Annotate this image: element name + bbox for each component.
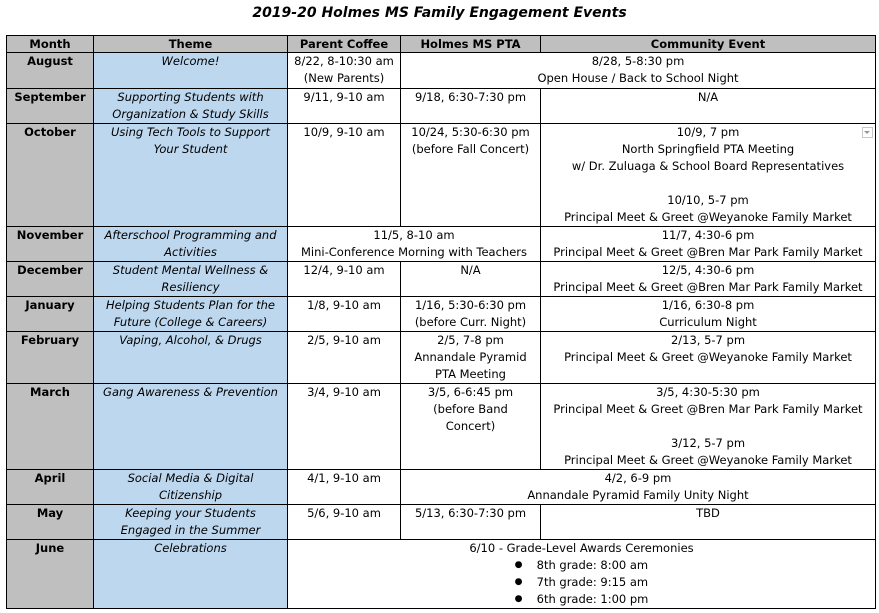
- all-events-merged-cell: [288, 540, 876, 609]
- holmes-pta-cell: [401, 384, 541, 470]
- cell-line: (New Parents): [303, 71, 385, 85]
- blank-line: [544, 418, 872, 435]
- cell-line: Principal Meet & Greet @Bren Mar Park Family Market: [553, 402, 863, 416]
- month-cell: December: [7, 262, 94, 297]
- theme-line: Afterschool Programming and: [104, 228, 277, 242]
- theme-line: Gang Awareness & Prevention: [103, 385, 278, 399]
- cell-line: Annandale Pyramid Family Unity Night: [527, 488, 749, 502]
- theme-cell: [94, 53, 288, 89]
- cell-line: 3/4, 9-10 am: [307, 385, 381, 399]
- community-event-cell: [541, 297, 876, 332]
- theme-cell: [94, 384, 288, 470]
- parent-coffee-cell: [288, 53, 401, 89]
- cell-line: 2/5, 7-8 pm: [437, 333, 504, 347]
- cell-line: Open House / Back to School Night: [537, 71, 739, 85]
- cell-line: 3/5, 4:30-5:30 pm: [656, 385, 760, 399]
- cell-line: 12/4, 9-10 am: [303, 263, 385, 277]
- cell-line: North Springfield PTA Meeting: [621, 142, 795, 156]
- cell-line: Annandale Pyramid: [414, 350, 527, 364]
- theme-line: Student Mental Wellness &: [112, 263, 269, 277]
- cell-line: 1/16, 5:30-6:30 pm: [414, 298, 527, 312]
- header-month: Month: [7, 36, 94, 53]
- cell-line: (before Band: [433, 402, 508, 416]
- cell-line: 10/9, 7 pm: [676, 125, 740, 139]
- cell-line: 6/10 - Grade-Level Awards Ceremonies: [469, 541, 694, 555]
- parent-coffee-cell: [288, 384, 401, 470]
- theme-line: Engaged in the Summer: [120, 523, 261, 537]
- cell-line: N/A: [460, 263, 481, 277]
- theme-cell: [94, 227, 288, 262]
- cell-line: 1/8, 9-10 am: [307, 298, 381, 312]
- month-cell: January: [7, 297, 94, 332]
- cell-line: 11/7, 4:30-6 pm: [661, 228, 755, 242]
- community-event-cell: [541, 89, 876, 124]
- cell-line: Principal Meet & Greet @Weyanoke Family Market: [564, 350, 852, 364]
- events-table: [6, 35, 876, 609]
- cell-line: 9/11, 9-10 am: [303, 90, 385, 104]
- holmes-pta-cell: [401, 505, 541, 540]
- theme-cell: [94, 505, 288, 540]
- cell-line: 12/5, 4:30-6 pm: [661, 263, 755, 277]
- parent-coffee-cell: [288, 332, 401, 384]
- cell-line: 11/5, 8-10 am: [373, 228, 455, 242]
- cell-line: 10/24, 5:30-6:30 pm: [411, 125, 530, 139]
- theme-cell: [94, 470, 288, 505]
- header-parent-coffee: Parent Coffee: [288, 36, 401, 53]
- header-theme: Theme: [94, 36, 288, 53]
- list-item: ● 8th grade: 8:00 am: [515, 557, 649, 574]
- cell-line: 8/28, 5-8:30 pm: [591, 54, 685, 68]
- coffee-pta-merged-cell: [288, 227, 541, 262]
- row-november: [7, 227, 876, 262]
- cell-line: N/A: [697, 90, 719, 104]
- cell-line: 1/16, 6:30-8 pm: [661, 298, 755, 312]
- header-holmes-pta: Holmes MS PTA: [401, 36, 541, 53]
- theme-cell: [94, 124, 288, 227]
- theme-line: Resiliency: [161, 280, 220, 294]
- cell-line: Principal Meet & Greet @Weyanoke Family Market: [564, 210, 852, 224]
- cell-line: TBD: [696, 506, 720, 520]
- list-item: ● 7th grade: 9:15 am: [515, 574, 649, 591]
- theme-line: Citizenship: [158, 488, 223, 502]
- row-january: [7, 297, 876, 332]
- theme-line: Keeping your Students: [125, 506, 256, 520]
- row-may: [7, 505, 876, 540]
- ceremony-list: [515, 557, 649, 608]
- theme-line: Your Student: [153, 142, 228, 156]
- cell-line: 3/12, 5-7 pm: [670, 436, 746, 450]
- theme-cell: [94, 89, 288, 124]
- holmes-pta-cell: [401, 89, 541, 124]
- row-june: [7, 540, 876, 609]
- holmes-pta-cell: [401, 262, 541, 297]
- theme-line: Supporting Students with: [117, 90, 264, 104]
- community-event-cell: [541, 505, 876, 540]
- community-event-cell: [541, 384, 876, 470]
- row-april: [7, 470, 876, 505]
- blank-line: [544, 175, 872, 192]
- theme-line: Vaping, Alcohol, & Drugs: [119, 333, 262, 347]
- theme-line: Organization & Study Skills: [112, 107, 269, 121]
- theme-line: Activities: [164, 245, 217, 259]
- parent-coffee-cell: [288, 262, 401, 297]
- pta-community-merged-cell: [401, 470, 876, 505]
- row-august: [7, 53, 876, 89]
- cell-line: 9/18, 6:30-7:30 pm: [414, 90, 527, 104]
- parent-coffee-cell: [288, 505, 401, 540]
- community-event-cell: [541, 332, 876, 384]
- parent-coffee-cell: [288, 297, 401, 332]
- cell-line: 10/9, 9-10 am: [303, 125, 385, 139]
- theme-line: Future (College & Careers): [113, 315, 268, 329]
- cell-line: (before Fall Concert): [411, 142, 530, 156]
- page-title: 2019-20 Holmes MS Family Engagement Events: [252, 5, 627, 21]
- parent-coffee-cell: [288, 124, 401, 227]
- row-september: [7, 89, 876, 124]
- theme-cell: [94, 540, 288, 609]
- cell-line: Concert): [445, 419, 496, 433]
- theme-line: Welcome!: [161, 54, 220, 68]
- cell-line: Mini-Conference Morning with Teachers: [301, 245, 527, 259]
- month-cell: October: [7, 124, 94, 227]
- cell-line: Principal Meet & Greet @Bren Mar Park Family Market: [553, 245, 863, 259]
- row-february: [7, 332, 876, 384]
- header-row: [7, 36, 876, 53]
- month-cell: June: [7, 540, 94, 609]
- theme-line: Using Tech Tools to Support: [111, 125, 270, 139]
- row-october: [7, 124, 876, 227]
- community-event-cell: [541, 227, 876, 262]
- theme-line: Helping Students Plan for the: [105, 298, 276, 312]
- theme-cell: [94, 297, 288, 332]
- cell-line: Principal Meet & Greet @Weyanoke Family Market: [564, 453, 852, 467]
- month-cell: August: [7, 53, 94, 89]
- pta-community-merged-cell: [401, 53, 876, 89]
- month-cell: November: [7, 227, 94, 262]
- list-item: ● 6th grade: 1:00 pm: [515, 591, 649, 608]
- theme-cell: [94, 262, 288, 297]
- month-cell: September: [7, 89, 94, 124]
- header-community-event: Community Event: [541, 36, 876, 53]
- holmes-pta-cell: [401, 124, 541, 227]
- holmes-pta-cell: [401, 297, 541, 332]
- month-cell: April: [7, 470, 94, 505]
- cell-line: PTA Meeting: [435, 367, 506, 381]
- cell-line: Principal Meet & Greet @Bren Mar Park Family Market: [553, 280, 863, 294]
- month-cell: May: [7, 505, 94, 540]
- cell-line: 5/6, 9-10 am: [307, 506, 381, 520]
- theme-line: Celebrations: [154, 541, 227, 555]
- parent-coffee-cell: [288, 470, 401, 505]
- cell-line: w/ Dr. Zuluaga & School Board Representatives: [571, 159, 845, 173]
- cell-dropdown-icon[interactable]: [862, 127, 873, 138]
- cell-line: 4/1, 9-10 am: [307, 471, 381, 485]
- row-december: [7, 262, 876, 297]
- cell-line: 2/5, 9-10 am: [307, 333, 381, 347]
- theme-line: Social Media & Digital: [127, 471, 254, 485]
- cell-line: Curriculum Night: [659, 315, 757, 329]
- cell-line: 5/13, 6:30-7:30 pm: [414, 506, 527, 520]
- cell-line: 3/5, 6-6:45 pm: [427, 385, 514, 399]
- holmes-pta-cell: [401, 332, 541, 384]
- row-march: [7, 384, 876, 470]
- cell-line: 2/13, 5-7 pm: [670, 333, 746, 347]
- cell-line: 8/22, 8-10:30 am: [294, 54, 394, 68]
- cell-line: (before Curr. Night): [414, 315, 527, 329]
- theme-cell: [94, 332, 288, 384]
- cell-line: 10/10, 5-7 pm: [667, 193, 749, 207]
- community-event-cell: [541, 262, 876, 297]
- month-cell: March: [7, 384, 94, 470]
- parent-coffee-cell: [288, 89, 401, 124]
- month-cell: February: [7, 332, 94, 384]
- cell-line: 4/2, 6-9 pm: [604, 471, 672, 485]
- community-event-cell[interactable]: [541, 124, 876, 227]
